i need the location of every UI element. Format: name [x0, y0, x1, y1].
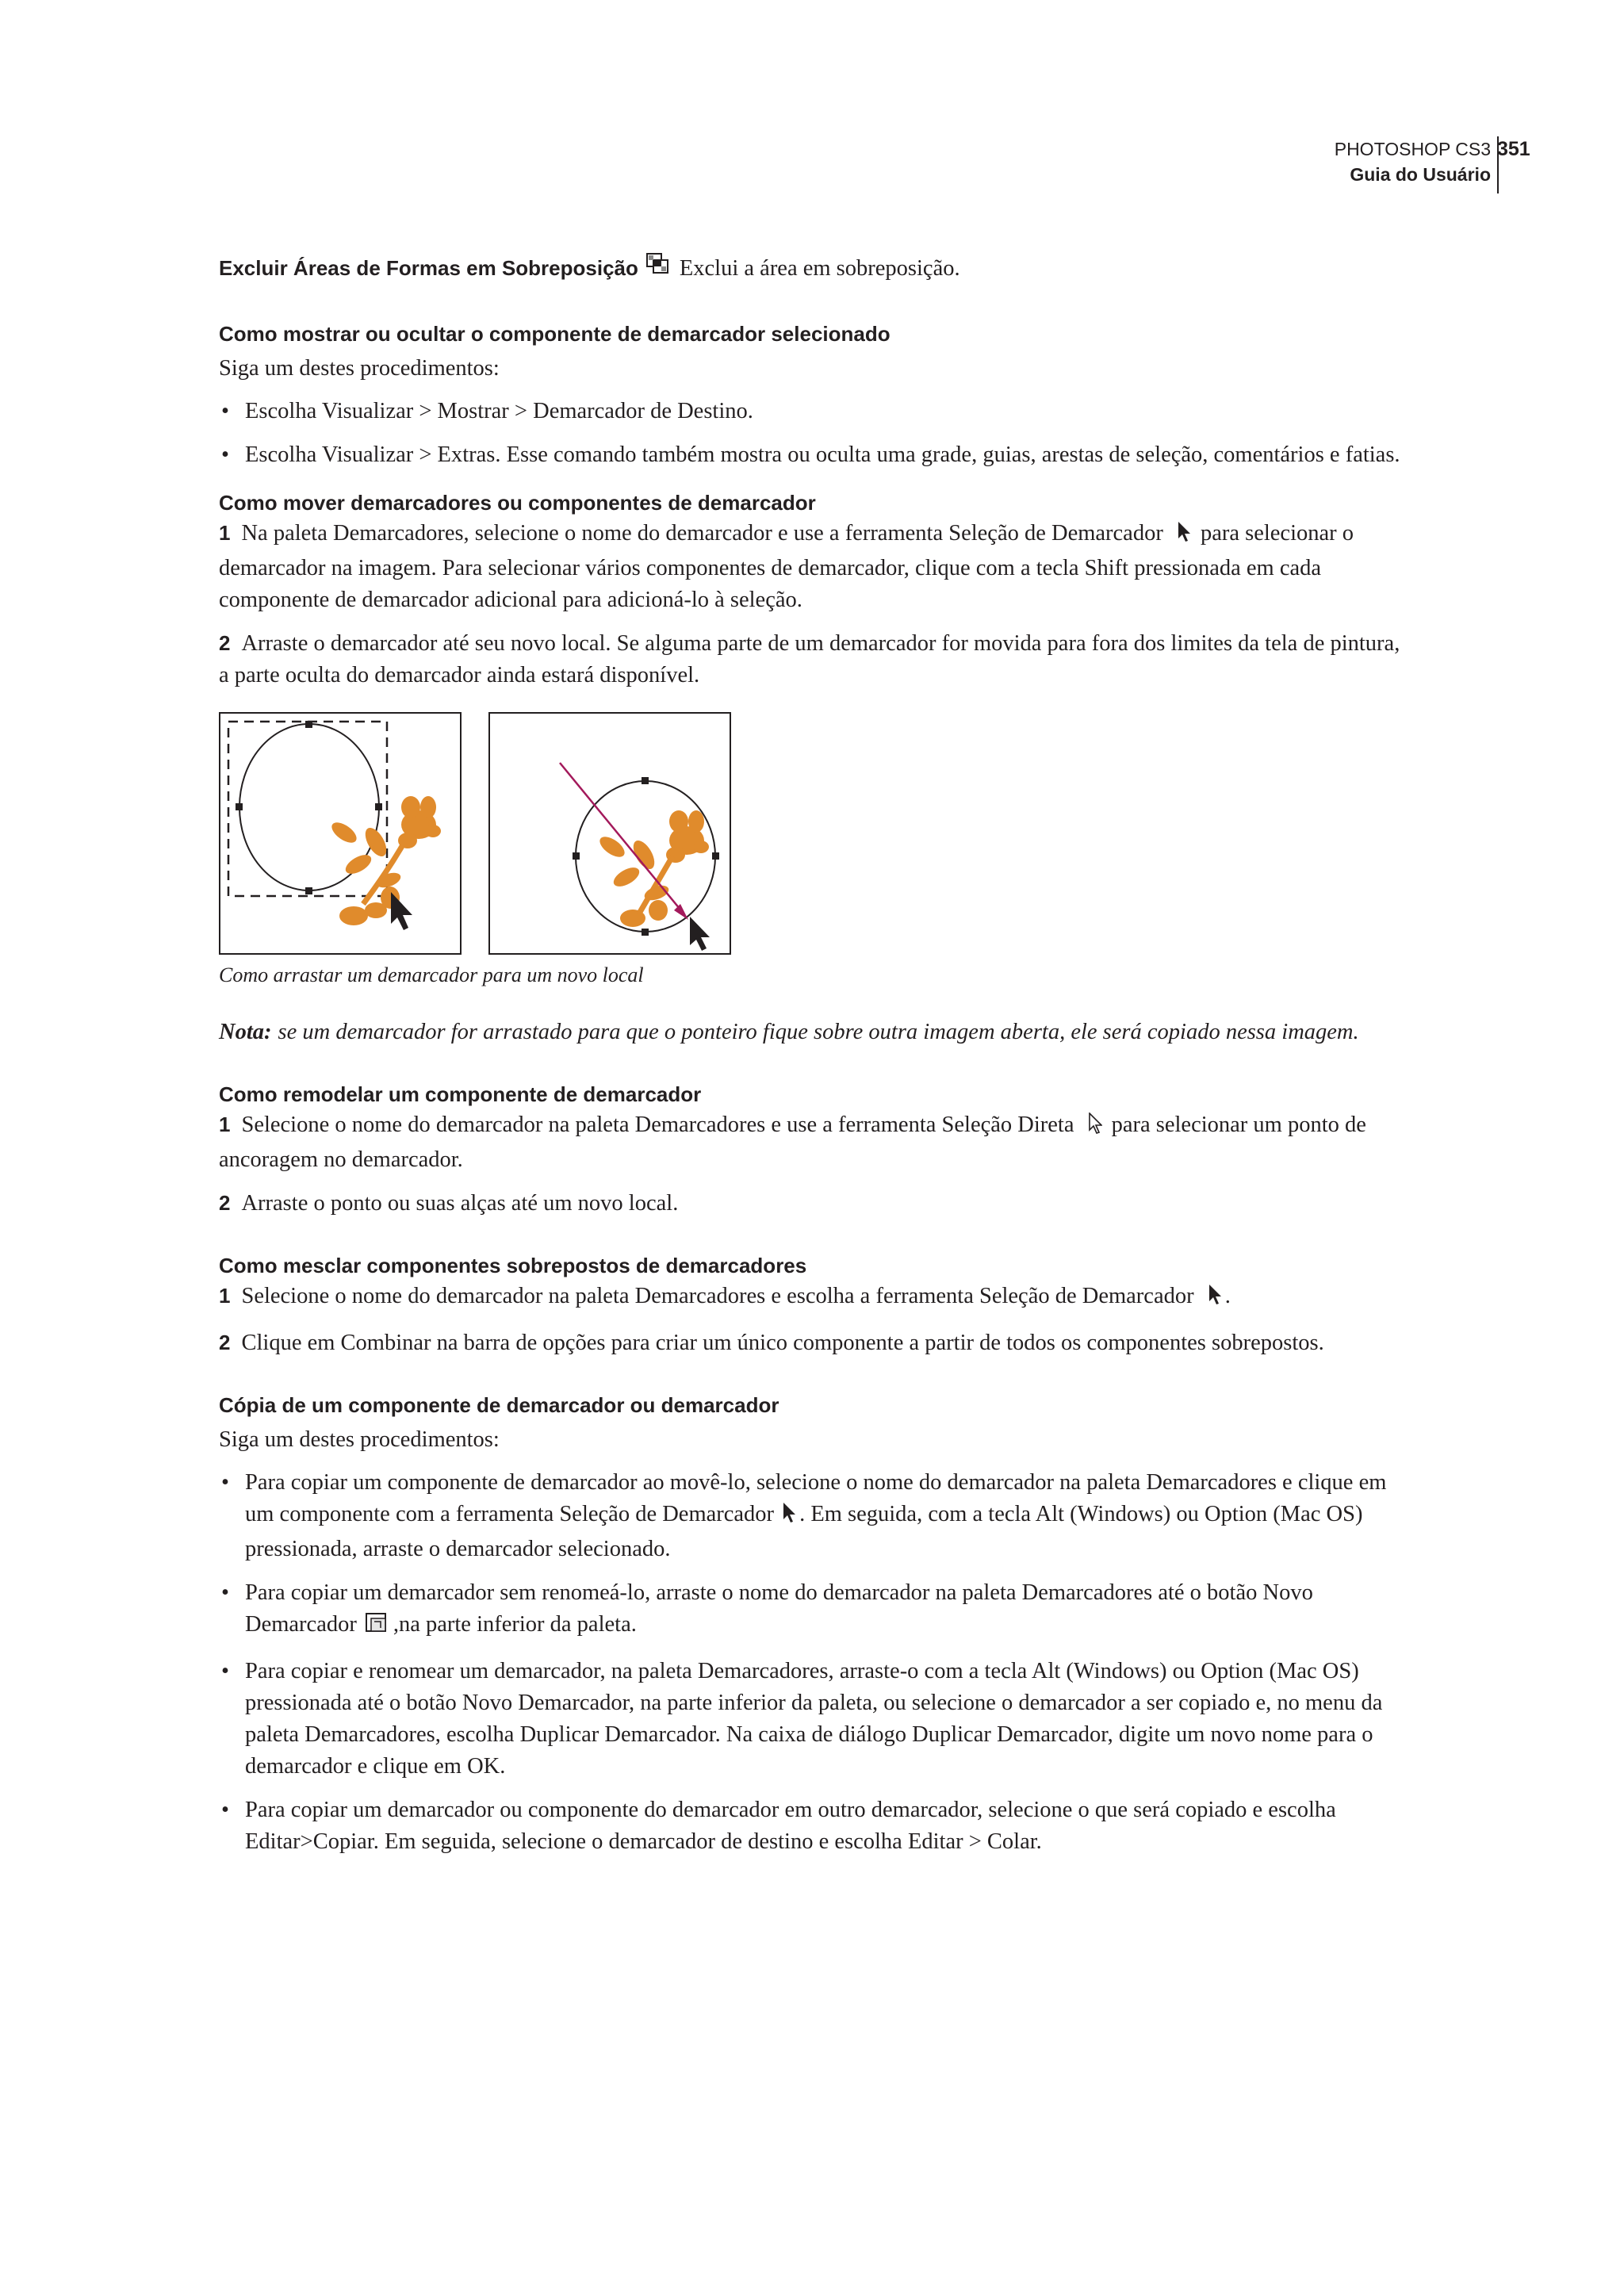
step-text: Clique em Combinar na barra de opções para criar um único componente a partir de todos os componentes sobrepostos.	[241, 1331, 1324, 1355]
section-title-mover: Como mover demarcadores ou componentes de demarcador	[219, 491, 816, 515]
list-item	[219, 1577, 1408, 1644]
figure-panel-after	[488, 712, 731, 955]
list-item: • Escolha Visualizar > Extras. Esse comando também mostra ou oculta uma grade, guias, arestas de seleção, comentários e fatias.	[219, 439, 1408, 471]
step-text: Arraste o ponto ou suas alças até um novo local.	[241, 1191, 679, 1216]
step-text: para selecionar o demarcador na imagem. Para selecionar vários componentes de demarcador, clique com a tecla Shift pressionada em cada componente de demarcador adicional para adicioná-lo à seleção.	[219, 521, 1354, 612]
figure-drag-path	[219, 712, 1408, 955]
bullet-list-mostrar	[219, 396, 1408, 471]
step-2-mesclar	[219, 1327, 1408, 1359]
step-number: 2	[219, 1191, 231, 1215]
bullet-list-copia	[219, 1467, 1408, 1858]
exclude-overlap-icon	[646, 253, 670, 285]
section-title-remodelar: Como remodelar um componente de demarcador	[219, 1082, 702, 1106]
running-header	[1335, 136, 1491, 187]
step-text: Arraste o demarcador até seu novo local. Se alguma parte de um demarcador for movida para fora dos limites da tela de pintura, a parte oculta do demarcador ainda estará disponível.	[219, 631, 1400, 687]
step-text: para selecionar um ponto de ancoragem no demarcador.	[219, 1113, 1366, 1172]
list-item-text: Para copiar um demarcador sem renomeá-lo, arraste o nome do demarcador na paleta Demarcadores até o botão Novo Demarcador	[245, 1580, 1313, 1637]
path-selection-tool-icon	[782, 1502, 796, 1534]
direct-selection-tool-icon	[1088, 1113, 1102, 1144]
section-intro-copia: Siga um destes procedimentos:	[219, 1427, 500, 1452]
list-item-text: . Em seguida, com a tecla Alt (Windows) ou Option (Mac OS) pressionada, arraste o demarcador selecionado.	[245, 1502, 1363, 1561]
new-path-icon	[365, 1612, 389, 1644]
step-1-remodelar	[219, 1109, 1408, 1176]
section-title-mesclar: Como mesclar componentes sobrepostos de demarcadores	[219, 1254, 807, 1277]
exclude-overlap-desc: Exclui a área em sobreposição.	[679, 256, 960, 281]
guide-title: Guia do Usuário	[1350, 164, 1491, 185]
figure-caption: Como arrastar um demarcador para um novo local	[219, 963, 644, 986]
step-1-mover	[219, 517, 1408, 616]
step-number: 1	[219, 1113, 231, 1136]
list-item: • Escolha Visualizar > Mostrar > Demarcador de Destino.	[219, 396, 1408, 427]
product-name: PHOTOSHOP CS3	[1334, 139, 1491, 159]
list-item: • Para copiar e renomear um demarcador, na paleta Demarcadores, arraste-o com a tecla Alt (Windows) ou Option (Mac OS) pressionada até o botão Novo Demarcador, na parte inferior da paleta, ou selecione o demarcador a ser copiado e, no menu da paleta Demarcadores, escolha Duplicar Demarcador. Na caixa de diálogo Duplicar Demarcador, digite um novo nome para o demarcador e clique em OK.	[219, 1656, 1408, 1783]
exclude-overlap-label: Excluir Áreas de Formas em Sobreposição	[219, 256, 638, 280]
step-number: 1	[219, 1284, 231, 1308]
path-selection-tool-icon	[1177, 521, 1191, 553]
list-item: • Para copiar um demarcador ou componente do demarcador em outro demarcador, selecione o que será copiado e escolha Editar>Copiar. Em seguida, selecione o demarcador de destino e escolha Editar > Colar.	[219, 1794, 1408, 1858]
step-1-mesclar	[219, 1280, 1408, 1316]
step-number: 2	[219, 1331, 231, 1354]
step-number: 1	[219, 521, 231, 545]
list-item-text: ,na parte inferior da paleta.	[393, 1612, 637, 1637]
step-number: 2	[219, 631, 231, 655]
exclude-overlap-row	[219, 252, 1408, 285]
step-2-remodelar	[219, 1187, 1408, 1220]
path-selection-tool-icon	[1208, 1284, 1222, 1316]
step-text: Na paleta Demarcadores, selecione o nome do demarcador e use a ferramenta Seleção de Demarcador	[241, 521, 1163, 546]
list-item	[219, 1467, 1408, 1565]
page-content	[219, 252, 1408, 1870]
figure-panel-before	[219, 712, 462, 955]
note-label: Nota:	[219, 1020, 272, 1044]
section-title-mostrar: Como mostrar ou ocultar o componente de demarcador selecionado	[219, 322, 891, 346]
note-text: se um demarcador for arrastado para que o ponteiro fique sobre outra imagem aberta, ele será copiado nessa imagem.	[278, 1020, 1359, 1044]
page-number: 351	[1497, 138, 1530, 160]
section-title-copia: Cópia de um componente de demarcador ou demarcador	[219, 1393, 779, 1417]
step-text: .	[1224, 1284, 1231, 1308]
note-paragraph	[219, 1017, 1408, 1048]
step-text: Selecione o nome do demarcador na paleta Demarcadores e escolha a ferramenta Seleção de Demarcador	[241, 1284, 1194, 1308]
step-2-mover	[219, 627, 1408, 691]
list-item-text: Para copiar um componente de demarcador ao movê-lo, selecione o nome do demarcador na paleta Demarcadores e clique em um componente com a ferramenta Seleção de Demarcador	[245, 1470, 1387, 1526]
section-intro-mostrar: Siga um destes procedimentos:	[219, 356, 500, 381]
step-text: Selecione o nome do demarcador na paleta Demarcadores e use a ferramenta Seleção Direta	[241, 1113, 1074, 1137]
